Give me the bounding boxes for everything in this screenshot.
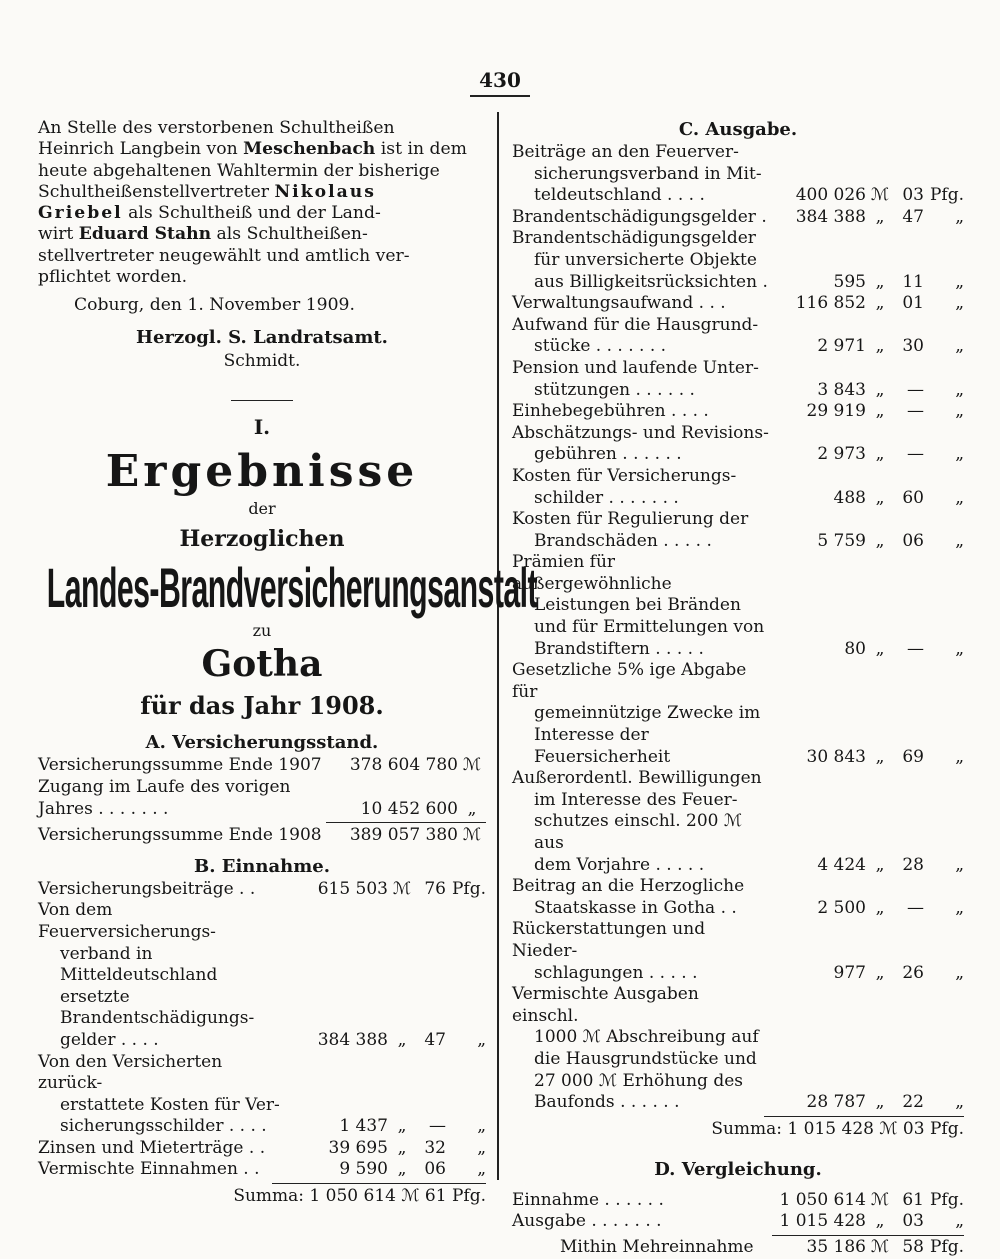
row-value: 488 (833, 487, 866, 508)
page-number: 430 (470, 68, 530, 97)
person1-first-name: Nikolaus (274, 181, 376, 202)
row-label-line: gebühren . . . . . . (534, 444, 682, 465)
row-label (512, 423, 770, 466)
table-row (512, 552, 964, 660)
row-label-line: schlagungen . . . . . (534, 962, 698, 983)
row-fraction: 69 (902, 746, 924, 767)
row-unit: „ (875, 487, 885, 508)
notice-line (38, 182, 486, 203)
row-label (512, 919, 770, 984)
row-label-line: aus Billigkeitsrücksichten . (534, 271, 768, 292)
table-row (512, 207, 964, 229)
row-fraction: 76 (424, 878, 446, 899)
notice-line (38, 203, 486, 224)
row-fraction: 11 (902, 271, 924, 292)
row-fraction: 60 (902, 487, 924, 508)
row-fraction: 32 (424, 1137, 446, 1158)
table-row (512, 1190, 964, 1212)
row-fraction: — (907, 897, 924, 918)
row-label-line: schilder . . . . . . . (534, 487, 679, 508)
row-subunit: „ (955, 1211, 964, 1232)
row-fraction: 30 (902, 336, 924, 357)
row-fraction: — (429, 1116, 446, 1137)
row-label-line: Aufwand für die Hausgrund- (512, 314, 759, 335)
row-unit: „ (467, 798, 477, 819)
row-label-line: Abschätzungs- und Revisions- (512, 422, 769, 443)
row-subunit: „ (955, 336, 964, 357)
section-d-heading: D. Vergleichung. (654, 1158, 822, 1180)
row-label-line: Außerordentl. Bewilligungen (512, 768, 762, 789)
row-value: 9 590 (339, 1159, 388, 1180)
row-label-line: und für Ermittelungen von (534, 617, 765, 638)
notice-line (38, 139, 486, 160)
row-label (512, 228, 770, 293)
row-fraction: 28 (902, 854, 924, 875)
row-subunit: „ (477, 1137, 486, 1158)
row-unit: „ (875, 271, 885, 292)
row-subunit: „ (477, 1029, 486, 1050)
row-subunit: „ (955, 530, 964, 551)
sum-rule (764, 1116, 964, 1117)
row-label: Versicherungssumme Ende 1907 (38, 755, 322, 776)
notice-text: pflichtet worden. (38, 267, 188, 288)
table-row (512, 984, 964, 1114)
row-unit: ℳ (392, 878, 412, 899)
row-label-line: Zugang im Laufe des vorigen (38, 776, 291, 797)
row-subunit: „ (955, 1092, 964, 1113)
section-a (38, 731, 486, 846)
row-unit: „ (397, 1137, 407, 1158)
row-label-line: Leistungen bei Bränden (534, 595, 741, 616)
notice-paragraph (38, 118, 486, 288)
row-unit: „ (875, 444, 885, 465)
row-label-line: stützungen . . . . . . (534, 379, 695, 400)
row-label-line: die Hausgrundstücke und (534, 1048, 757, 1069)
row-label: Einnahme . . . . . . (512, 1189, 664, 1210)
notice-line (38, 161, 486, 182)
row-value: 378 604 780 (349, 755, 458, 776)
row-label-line: Vermischte Ausgaben einschl. (512, 984, 699, 1026)
row-unit: „ (875, 897, 885, 918)
row-subunit: Pfg. (929, 1189, 964, 1210)
row-subunit: „ (955, 638, 964, 659)
row-subunit: „ (955, 206, 964, 227)
village-name: Meschenbach (243, 139, 376, 160)
section-d (512, 1158, 964, 1259)
row-fraction: 61 (902, 1189, 924, 1210)
row-label-line: für unversicherte Objekte (534, 249, 757, 270)
section-c-heading: C. Ausgabe. (678, 119, 798, 140)
table-row (512, 401, 964, 423)
result-label: Mithin Mehreinnahme (560, 1236, 754, 1257)
row-unit: „ (875, 1211, 885, 1232)
row-label-line: teldeutschland . . . . (534, 185, 705, 206)
row-subunit: „ (955, 854, 964, 875)
result-subunit: Pfg. (929, 1236, 964, 1257)
row-unit: „ (875, 746, 885, 767)
row-label-line: Brandschäden . . . . . (534, 530, 712, 551)
notice-text: An Stelle des verstorbenen Schultheißen (38, 118, 395, 138)
row-fraction: 01 (902, 293, 924, 314)
title-zu: zu (252, 621, 272, 641)
row-value: 400 026 (795, 185, 866, 206)
column-divider (497, 112, 499, 1180)
row-label-line: gelder . . . . (60, 1029, 159, 1050)
row-label-line: Rückerstattungen und Nieder- (512, 919, 706, 961)
row-fraction: 03 (902, 1211, 924, 1232)
row-unit: „ (875, 336, 885, 357)
row-label: Vermischte Einnahmen . . (38, 1159, 260, 1180)
row-label (512, 466, 770, 509)
row-label-line: erstattete Kosten für Ver- (60, 1094, 280, 1115)
table-row (512, 142, 964, 207)
row-value: 2 971 (817, 336, 866, 357)
row-unit: „ (875, 854, 885, 875)
row-label-line: Brandstiftern . . . . . (534, 638, 704, 659)
row-value: 2 973 (817, 444, 866, 465)
row-label-line: Gesetzliche 5% ige Abgabe für (512, 660, 747, 702)
row-fraction: 06 (902, 530, 924, 551)
row-unit: „ (875, 638, 885, 659)
person1-last-name: Griebel (38, 203, 123, 224)
row-unit: „ (875, 293, 885, 314)
table-row (512, 315, 964, 358)
row-fraction: — (907, 638, 924, 659)
row-value: 389 057 380 (349, 825, 458, 846)
notice-text: Schultheißenstellvertreter (38, 181, 275, 202)
row-label-line: schutzes einschl. 200 ℳ aus (534, 811, 743, 853)
row-subunit: „ (955, 271, 964, 292)
row-fraction: — (907, 401, 924, 422)
table-row (38, 755, 486, 777)
table-row (512, 228, 964, 293)
notice-text: Heinrich Langbein von (38, 139, 244, 160)
row-label (38, 777, 324, 820)
row-unit: ℳ (462, 755, 482, 776)
title-institution: Landes-Brandversicherungsanstalt (46, 556, 538, 620)
notice-signer: Schmidt. (223, 351, 301, 372)
row-subunit: „ (955, 293, 964, 314)
row-label: Einhebegebühren . . . . (512, 401, 709, 422)
row-value: 29 919 (806, 401, 866, 422)
row-label-line: Pension und laufende Unter- (512, 357, 759, 378)
row-label: Zinsen und Mieterträge . . (38, 1137, 266, 1158)
notice-text: wirt (38, 224, 79, 245)
row-subunit: „ (477, 1116, 486, 1137)
row-fraction: 47 (424, 1029, 446, 1050)
row-subunit: „ (955, 897, 964, 918)
right-column (512, 118, 964, 1259)
row-unit: ℳ (870, 185, 890, 206)
separator-rule (231, 400, 293, 401)
row-subunit: Pfg. (451, 878, 486, 899)
row-label-line: Von dem Feuerversicherungs- (38, 900, 216, 942)
row-subunit: „ (955, 401, 964, 422)
row-fraction: 22 (902, 1092, 924, 1113)
row-label-line: sicherungsverband in Mit- (534, 163, 762, 184)
row-value: 1 437 (339, 1116, 388, 1137)
row-value: 2 500 (817, 897, 866, 918)
row-unit: ℳ (462, 825, 482, 846)
person2-name: Eduard Stahn (78, 224, 212, 245)
row-unit: „ (875, 206, 885, 227)
title-number: I. (253, 415, 271, 440)
row-unit: ℳ (870, 1189, 890, 1210)
section-b (38, 855, 486, 1207)
row-label-line: verband in Mitteldeutschland (60, 943, 218, 986)
row-subunit: „ (955, 444, 964, 465)
row-value: 10 452 600 (360, 798, 458, 819)
row-unit: „ (875, 530, 885, 551)
row-label-line: Von den Versicherten zurück- (38, 1051, 223, 1094)
row-label-line: Beiträge an den Feuerver- (512, 142, 739, 162)
row-value: 39 695 (328, 1137, 388, 1158)
notice-line (38, 118, 486, 139)
row-value: 116 852 (795, 293, 866, 314)
row-label (512, 509, 770, 552)
sum-rule (272, 1183, 486, 1184)
row-fraction: — (907, 379, 924, 400)
row-subunit: „ (955, 487, 964, 508)
sum-rule (772, 1235, 964, 1236)
row-value: 4 424 (817, 854, 866, 875)
row-unit: „ (875, 962, 885, 983)
row-value: 384 388 (795, 206, 866, 227)
row-label (512, 315, 770, 358)
row-label-line: 1000 ℳ Abschreibung auf (534, 1027, 759, 1048)
notice-text: heute abgehaltenen Wahltermin der bisherige (38, 160, 440, 181)
table-row (512, 423, 964, 466)
row-value: 977 (833, 962, 866, 983)
row-label (38, 900, 280, 1051)
table-row (38, 900, 486, 1051)
row-value: 595 (833, 271, 866, 292)
notice-authority: Herzogl. S. Landratsamt. (136, 327, 388, 349)
row-label (512, 660, 770, 768)
notice-line (38, 224, 486, 245)
row-label-line: dem Vorjahre . . . . . (534, 854, 705, 875)
row-label-line: Kosten für Regulierung der (512, 509, 749, 530)
row-value: 1 050 614 (779, 1189, 866, 1210)
row-fraction: 47 (902, 206, 924, 227)
title-der: der (248, 499, 276, 519)
title-herzoglichen: Herzoglichen (179, 526, 345, 553)
row-label (512, 552, 770, 660)
row-label (38, 1052, 280, 1138)
table-row (38, 1052, 486, 1138)
notice-text: stellvertreter neugewählt und amtlich ver- (38, 245, 410, 266)
row-subunit: „ (477, 1159, 486, 1180)
row-value: 384 388 (317, 1029, 388, 1050)
table-row (512, 919, 964, 984)
section-a-heading: A. Versicherungsstand. (145, 732, 379, 754)
row-subunit: „ (955, 746, 964, 767)
row-label-line: Interesse der Feuersicherheit (534, 725, 671, 767)
table-row (512, 509, 964, 552)
row-subunit: „ (955, 379, 964, 400)
row-value: 80 (844, 638, 866, 659)
row-subunit: „ (955, 962, 964, 983)
row-label (512, 984, 770, 1114)
notice-text: als Schultheißen- (211, 224, 368, 245)
section-c (512, 118, 964, 1140)
notice-text: ist in dem (375, 139, 467, 160)
row-label-line: Beitrag an die Herzogliche (512, 876, 745, 897)
table-row (512, 660, 964, 768)
table-row (38, 1159, 486, 1181)
table-row (38, 879, 486, 901)
row-label-line: gemeinnützige Zwecke im (534, 703, 761, 724)
notice-text: als Schultheiß und der Land- (122, 203, 381, 224)
row-value: 1 015 428 (779, 1211, 866, 1232)
table-row (512, 358, 964, 401)
section-b-sum: Summa: 1 050 614 ℳ 61 Pfg. (233, 1186, 486, 1207)
row-fraction: 03 (902, 185, 924, 206)
report-title (38, 415, 538, 723)
row-label: Verwaltungsaufwand . . . (512, 293, 726, 314)
row-label (512, 358, 770, 401)
row-value: 3 843 (817, 379, 866, 400)
row-value: 5 759 (817, 530, 866, 551)
row-label (512, 768, 770, 876)
row-fraction: 06 (424, 1159, 446, 1180)
table-row (512, 768, 964, 876)
row-label (512, 142, 770, 207)
row-unit: „ (397, 1029, 407, 1050)
row-label-line: 27 000 ℳ Erhöhung des (534, 1070, 743, 1091)
title-city: Gotha (201, 643, 323, 686)
row-unit: „ (397, 1159, 407, 1180)
table-row (512, 876, 964, 919)
row-fraction: 26 (902, 962, 924, 983)
row-label: Brandentschädigungsgelder . (512, 206, 767, 227)
row-unit: „ (875, 1092, 885, 1113)
sum-rule (326, 822, 486, 823)
table-row (38, 777, 486, 820)
row-value: 30 843 (806, 746, 866, 767)
row-label-line: im Interesse des Feuer- (534, 789, 738, 810)
table-row (38, 1138, 486, 1160)
left-column (38, 118, 538, 1207)
section-b-heading: B. Einnahme. (194, 855, 330, 877)
result-row (512, 1237, 964, 1259)
row-unit: „ (875, 379, 885, 400)
row-label (512, 876, 770, 919)
row-fraction: — (907, 444, 924, 465)
title-year: für das Jahr 1908. (140, 691, 384, 721)
row-label-line: sicherungsschilder . . . . (60, 1116, 267, 1137)
row-subunit: Pfg. (929, 185, 964, 206)
row-label-line: stücke . . . . . . . (534, 336, 667, 357)
table-row (512, 466, 964, 509)
row-label-line: ersetzte Brandentschädigungs- (60, 986, 255, 1029)
notice-line (38, 267, 486, 288)
row-value: 615 503 (317, 878, 388, 899)
result-fraction: 58 (902, 1236, 924, 1257)
table-row (512, 1211, 964, 1233)
row-label: Versicherungssumme Ende 1908 (38, 825, 322, 846)
row-label-line: Baufonds . . . . . . (534, 1092, 680, 1113)
row-label-line: Kosten für Versicherungs- (512, 465, 737, 486)
row-label-line: Jahres . . . . . . . (38, 798, 169, 819)
notice-date: Coburg, den 1. November 1909. (74, 295, 355, 316)
row-label-line: Brandentschädigungsgelder (512, 228, 756, 249)
row-label-line: Staatskasse in Gotha . . (534, 897, 737, 918)
row-unit: „ (397, 1116, 407, 1137)
result-value: 35 186 (806, 1236, 866, 1257)
table-row (512, 293, 964, 315)
title-main: Ergebnisse (105, 446, 419, 498)
table-row (38, 825, 486, 847)
row-unit: „ (875, 401, 885, 422)
section-c-sum: Summa: 1 015 428 ℳ 03 Pfg. (711, 1118, 964, 1139)
row-label-line: Prämien für außergewöhnliche (512, 552, 672, 594)
row-value: 28 787 (806, 1092, 866, 1113)
notice-line (38, 246, 486, 267)
result-unit: ℳ (870, 1236, 890, 1257)
row-label: Ausgabe . . . . . . . (512, 1211, 662, 1232)
row-label: Versicherungsbeiträge . . (38, 878, 256, 899)
